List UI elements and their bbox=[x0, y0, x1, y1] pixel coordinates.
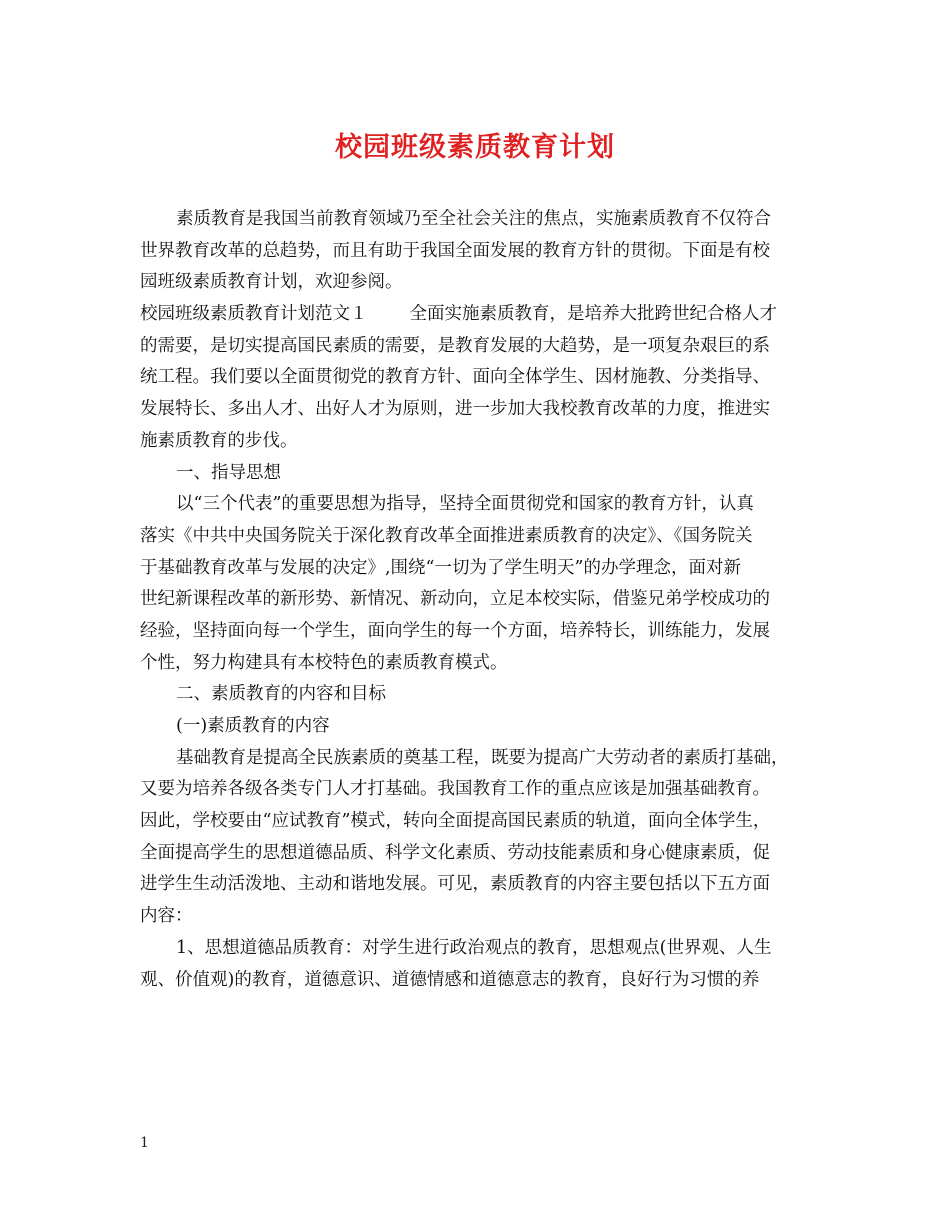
paragraph-line: 施素质教育的步伐。 bbox=[140, 430, 298, 451]
paragraph-line: 1、思想道德品质教育：对学生进行政治观点的教育，思想观点(世界观、人生 bbox=[176, 937, 772, 958]
subsection-heading: (一)素质教育的内容 bbox=[176, 716, 330, 736]
paragraph-line: 全面提高学生的思想道德品质、科学文化素质、劳动技能素质和身心健康素质，促 bbox=[140, 842, 770, 863]
document-body bbox=[140, 204, 820, 996]
paragraph-line: 世纪新课程改革的新形势、新情况、新动向，立足本校实际，借鉴兄弟学校成功的 bbox=[140, 589, 770, 610]
paragraph-text: 全面实施素质教育，是培养大批跨世纪合格人才 bbox=[409, 304, 777, 325]
section-heading: 二、素质教育的内容和目标 bbox=[176, 684, 386, 705]
paragraph-line: 落实《中共中央国务院关于深化教育改革全面推进素质教育的决定》、《国务院关 bbox=[140, 525, 753, 546]
paragraph-line: 观、价值观)的教育，道德意识、道德情感和道德意志的教育，良好行为习惯的养 bbox=[140, 969, 760, 990]
section-heading: 一、指导思想 bbox=[176, 462, 281, 483]
paragraph-line: 内容： bbox=[140, 906, 193, 927]
paragraph-line: 统工程。我们要以全面贯彻党的教育方针、面向全体学生、因材施教、分类指导、 bbox=[140, 367, 770, 388]
paragraph-line: 进学生生动活泼地、主动和谐地发展。可见，素质教育的内容主要包括以下五方面 bbox=[140, 874, 770, 895]
paragraph-line: 世界教育改革的总趋势，而且有助于我国全面发展的教育方针的贯彻。下面是有校 bbox=[140, 240, 770, 261]
paragraph-line: 以“三个代表”的重要思想为指导，坚持全面贯彻党和国家的教育方针，认真 bbox=[176, 494, 754, 515]
sample-heading: 校园班级素质教育计划范文１ bbox=[140, 304, 368, 325]
paragraph-line: 经验，坚持面向每一个学生，面向学生的每一个方面，培养特长，训练能力，发展 bbox=[140, 620, 770, 641]
paragraph-line: 的需要，是切实提高国民素质的需要，是教育发展的大趋势，是一项复杂艰巨的系 bbox=[140, 335, 770, 356]
document-title: 校园班级素质教育计划 bbox=[335, 132, 615, 163]
paragraph-line: 素质教育是我国当前教育领域乃至全社会关注的焦点，实施素质教育不仅符合 bbox=[176, 209, 771, 229]
paragraph-line: 因此，学校要由“应试教育”模式，转向全面提高国民素质的轨道，面向全体学生， bbox=[140, 811, 771, 832]
page-number: 1 bbox=[140, 1135, 149, 1151]
paragraph-line: 发展特长、多出人才、出好人才为原则，进一步加大我校教育改革的力度，推进实 bbox=[140, 399, 770, 420]
paragraph-line: 于基础教育改革与发展的决定》,围绕“一切为了学生明天”的办学理念，面对新 bbox=[140, 557, 741, 578]
paragraph-line: 园班级素质教育计划，欢迎参阅。 bbox=[140, 272, 403, 293]
paragraph-line: 基础教育是提高全民族素质的奠基工程，既要为提高广大劳动者的素质打基础， bbox=[176, 747, 789, 768]
paragraph-line: 个性，努力构建具有本校特色的素质教育模式。 bbox=[140, 652, 508, 673]
paragraph-line: 又要为培养各级各类专门人才打基础。我国教育工作的重点应该是加强基础教育。 bbox=[140, 779, 770, 800]
paragraph-line bbox=[140, 299, 820, 331]
